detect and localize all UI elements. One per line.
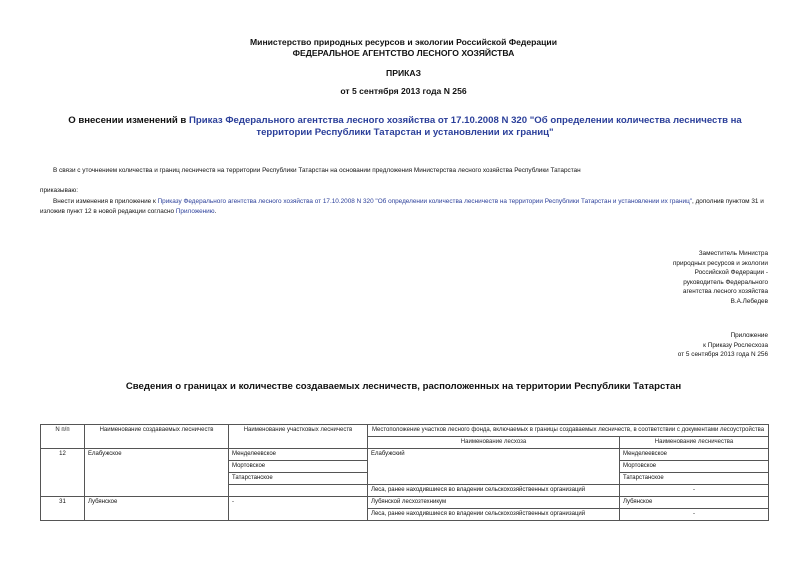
signature-block [568, 249, 768, 307]
table-row [41, 449, 769, 461]
item-order-link[interactable]: Приказу Федерального агентства лесного хозяйства от 17.10.2008 N 320 "Об определении количества лесничеств на территории Республики Татарстан и установлении их границ" [157, 198, 693, 205]
header-district: Наименование участковых лесничеств [229, 425, 368, 449]
cell-district: - [229, 497, 368, 521]
item-prefix: Внести изменения в приложение к [53, 198, 158, 205]
signature-line: Заместитель Министра [698, 250, 768, 257]
order-word: приказываю: [40, 187, 78, 194]
cell-leskhoz: Леса, ранее находившиеся во владении сельскохозяйственных организаций [368, 509, 620, 521]
appendix-link[interactable]: Приложению [175, 207, 215, 215]
cell-district: Менделеевское [229, 449, 368, 461]
page-title [60, 115, 750, 139]
header-forestry: Наименование создаваемых лесничеств [85, 425, 229, 449]
appendix-line: от 5 сентября 2013 года N 256 [677, 351, 768, 359]
signature-line: В.А.Лебедев [730, 297, 768, 305]
cell-lesnichestvo: Татарстанское [620, 473, 769, 485]
ministry-name: Министерство природных ресурсов и экологии Российской Федерации [250, 37, 557, 47]
cell-lesnichestvo: Менделеевское [620, 449, 769, 461]
signature-line: руководитель Федерального [683, 278, 768, 286]
cell-leskhoz: Лубянской лесхозтехникум [368, 497, 620, 509]
appendix-heading: Сведения о границах и количестве создаваемых лесничеств, расположенных на территории Республики Татарстан [125, 381, 682, 392]
title-prefix: О внесении изменений в [68, 115, 189, 126]
cell-lesnichestvo: - [620, 485, 769, 497]
cell-lesnichestvo: - [620, 509, 769, 521]
appendix-block [568, 331, 768, 360]
agency-name: ФЕДЕРАЛЬНОЕ АГЕНТСТВО ЛЕСНОГО ХОЗЯЙСТВА [292, 48, 515, 58]
cell-leskhoz: Леса, ранее находившиеся во владении сельскохозяйственных организаций [368, 485, 620, 497]
doc-type: ПРИКАЗ [386, 68, 421, 78]
preamble-text: В связи с уточнением количества и границ лесничеств на территории Республики Татарстан на основании предложения Министерства лесного хозяйства Республики Татарстан [53, 167, 581, 174]
cell-district [229, 485, 368, 497]
item-end: . [214, 207, 217, 215]
signature-line: природных ресурсов и экологии [672, 259, 768, 267]
appendix-line: к Приказу Рослесхоза [703, 341, 768, 349]
cell-forestry: Лубянское [85, 497, 229, 521]
header-num: N п/п [41, 425, 85, 449]
cell-num: 12 [41, 449, 85, 497]
signature-line: Российской Федерации - [694, 269, 768, 277]
header-lesnichestvo: Наименование лесничества [620, 437, 769, 449]
cell-lesnichestvo: Мортовское [620, 461, 769, 473]
forestry-table [40, 424, 769, 521]
doc-date-number: от 5 сентября 2013 года N 256 [340, 86, 467, 96]
header-leskhoz: Наименование лесхоза [368, 437, 620, 449]
order-item [40, 197, 770, 216]
title-order-link[interactable]: Приказ Федерального агентства лесного хозяйства от 17.10.2008 N 320 "Об определении количества лесничеств на территории Республики Татарстан и установлении их границ" [188, 115, 742, 138]
header-location: Местоположение участков лесного фонда, включаемых в границы создаваемых лесничеств, в соответствии с документами лесоустройства [368, 425, 769, 437]
cell-lesnichestvo: Лубянское [620, 497, 769, 509]
item-mid: , дополнив пунктом 31 и изложив пункт 12 в новой редакции согласно [40, 198, 764, 215]
cell-district: Мортовское [229, 461, 368, 473]
table-header-row [41, 425, 769, 437]
cell-leskhoz: Елабужский [368, 449, 620, 485]
appendix-line: Приложение [730, 332, 768, 339]
cell-district: Татарстанское [229, 473, 368, 485]
table-row [41, 497, 769, 509]
signature-line: агентства лесного хозяйства [682, 288, 768, 296]
cell-num: 31 [41, 497, 85, 521]
cell-forestry: Елабужское [85, 449, 229, 497]
